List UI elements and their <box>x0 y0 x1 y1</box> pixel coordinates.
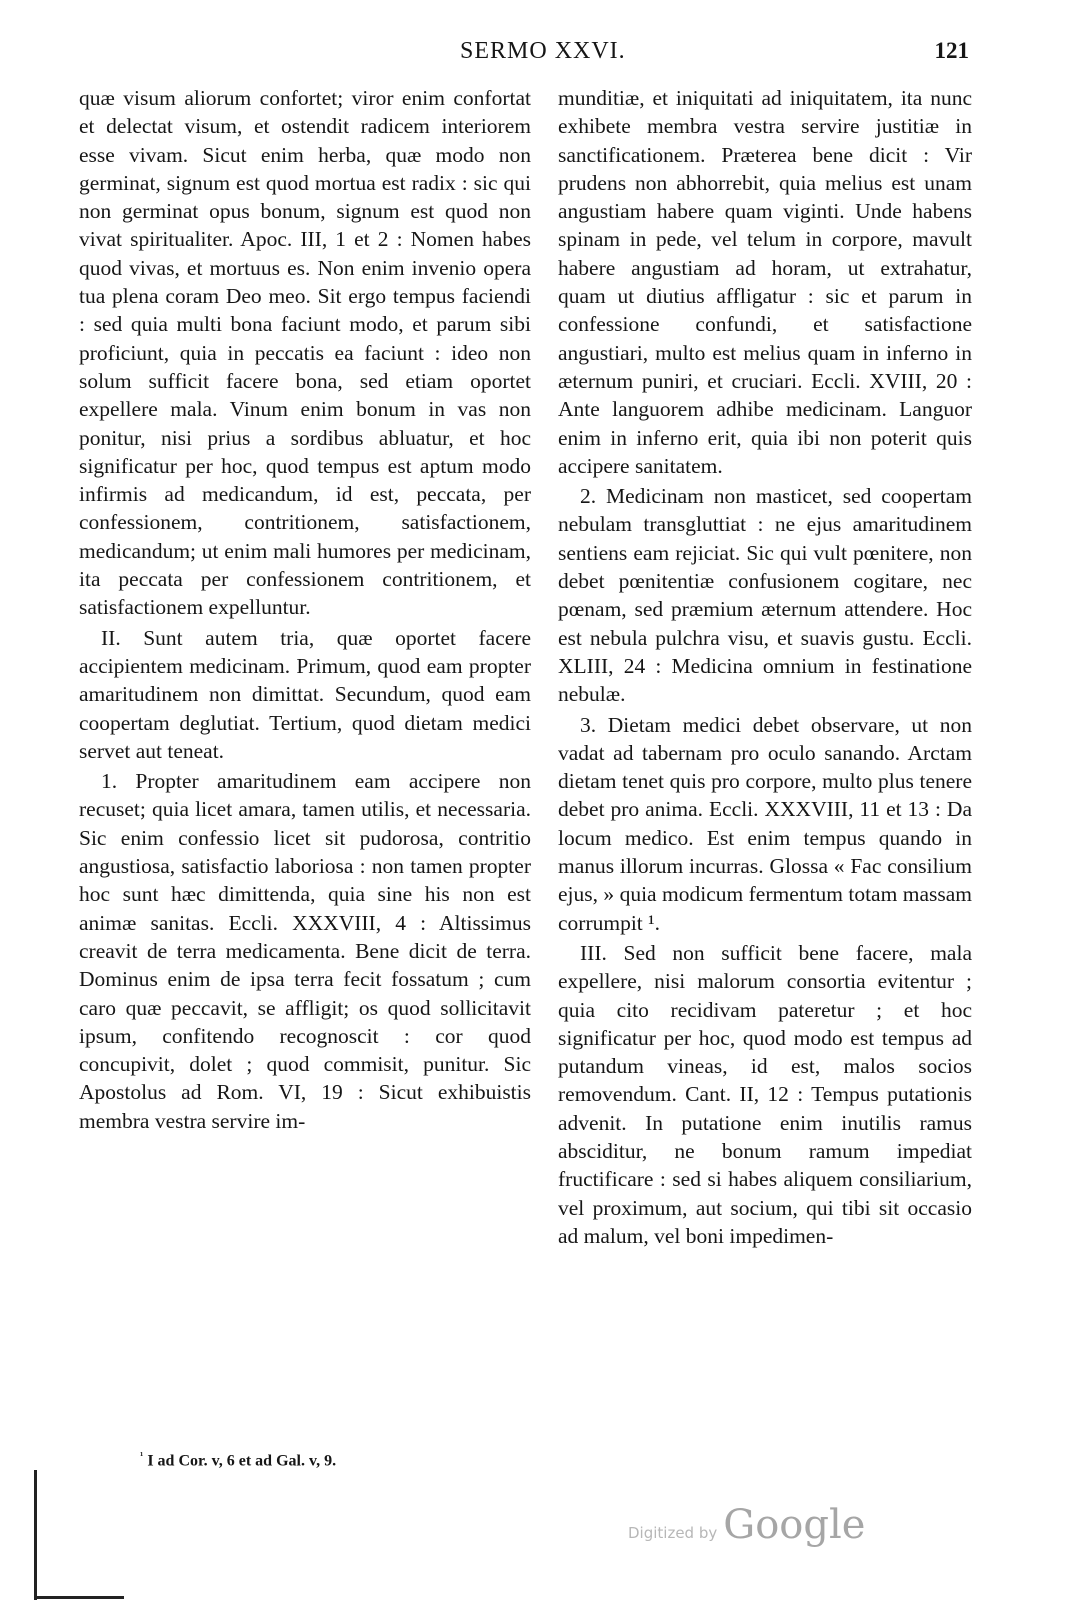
page-number: 121 <box>934 38 969 63</box>
footnote <box>140 1450 336 1470</box>
binding-edge-mark <box>34 1470 37 1600</box>
paragraph: quæ visum aliorum confortet; viror enim confortat et delectat visum, et ostendit radicem interiorem esse vivam. Sicut enim herba, quæ modo non germinat, signum est quod mortua est radix : sic qui non germinat opus bonum, signum est quod non vivat spiritualiter. Apoc. III, 1 et 2 : Nomen habes quod vivas, et mortuus es. Non enim invenio opera tua plena coram Deo meo. Sit ergo tempus faciendi : sed quia multi bona faciunt modo, et parum sibi proficiunt, quia in peccatis ea faciunt : ideo non solum sufficit facere bona, sed etiam oportet expellere mala. Vinum enim bonum in vas non ponitur, nisi prius a sordibus abluatur, et hoc significatur per hoc, quod tempus est aptum modo infirmis ad medicandum, id est, peccata, per confessionem, contritionem, satisfactionem, medicandum; ut enim mali humores per medicinam, ita peccata per confessionem contritionem, et satisfactionem expelluntur. <box>79 86 531 620</box>
paragraph: 1. Propter amaritudinem eam accipere non recuset; quia licet amara, tamen utilis, et necessaria. Sic enim confessio licet sit pudorosa, contritio angustiosa, satisfactio laboriosa : non tamen propter hoc sunt hæc dimittenda, quia sine his non est animæ sanitas. Eccli. XXXVIII, 4 : Altissimus creavit de terra medicamenta. Bene dicit de terra. Dominus enim de ipsa terra fecit fossatum ; cum caro quæ peccavit, se affligit; os quod sollicitavit ipsum, confitendo recognoscit : cor quod concupivit, dolet ; quod commisit, punitur. Sic Apostolus ad Rom. VI, 19 : Sicut exhibuistis membra vestra servire im- <box>79 769 531 1133</box>
right-column <box>558 84 972 1250</box>
paragraph: 3. Dietam medici debet observare, ut non vadat ad tabernam pro oculo sanando. Arctam dietam tenet quis pro corpore, multo plus tenere debet pro anima. Eccli. XXXVIII, 11 et 13 : Da locum medico. Est enim tempus quando in manus illorum incurras. Glossa « Fac consilium ejus, » quia modicum fermentum totam massam corrumpit ¹. <box>558 712 972 935</box>
footnote-mark: ¹ <box>140 1450 144 1462</box>
paragraph: munditiæ, et iniquitati ad iniquitatem, ita nunc exhibete membra vestra servire justitiæ in sanctificationem. Præterea bene dicit : Vir prudens non abhorrebit, quia melius est unam angustiam habere quam viginti. Unde habens spinam in pede, vel telum in corpore, mavult habere angustiam ad horam, ut extrahatur, quam ut diutius affligatur : sic et parum in confessione confundi, et satisfactione angustiari, multo est melius quam in inferno in æternum puniri, et cruciari. Eccli. XVIII, 20 : Ante languorem adhibe medicinam. Languor enim in inferno erit, quia ibi non poterit quis accipere sanitatem. <box>558 86 972 478</box>
binding-edge-mark <box>34 1596 124 1599</box>
footnote-text: I ad Cor. v, 6 et ad Gal. v, 9. <box>147 1452 337 1470</box>
watermark-prefix: Digitized by <box>628 1524 718 1542</box>
running-title: SERMO XXVI. <box>460 38 626 64</box>
paragraph: 2. Medicinam non masticet, sed coopertam nebulam transgluttiat : ne ejus amaritudinem sentiens eam rejiciat. Sic qui vult pœnitere, non debet pœnitentiæ confusionem cogitare, nec pœnam, sed præmium æternum attendere. Hoc est nebula pulchra visu, et suavis gustu. Eccli. XLIII, 24 : Medicina omnium in festinatione nebulæ. <box>558 484 972 707</box>
digitized-watermark <box>628 1502 865 1548</box>
left-column <box>79 84 531 1135</box>
google-logo: Google <box>723 1502 866 1548</box>
paragraph: II. Sunt autem tria, quæ oportet facere accipientem medicinam. Primum, quod eam propter amaritudinem non dimittat. Secundum, quod eam coopertam deglutiat. Tertium, quod dietam medici servet aut teneat. <box>79 625 531 763</box>
paragraph: III. Sed non sufficit bene facere, mala expellere, nisi malorum consortia evitentur ; quia cito recidivam pateretur ; et hoc significatur per hoc, quod modo est tempus ad putandum vineas, id est, malos socios removendum. Cant. II, 12 : Tempus putationis advenit. In putatione enim inutilis ramus absciditur, ne bonum ramum impediat fructificare : sed si habes aliquem consiliarium, vel proximum, aut socium, qui tibi sit occasio ad malum, vel boni impedimen- <box>558 940 972 1248</box>
